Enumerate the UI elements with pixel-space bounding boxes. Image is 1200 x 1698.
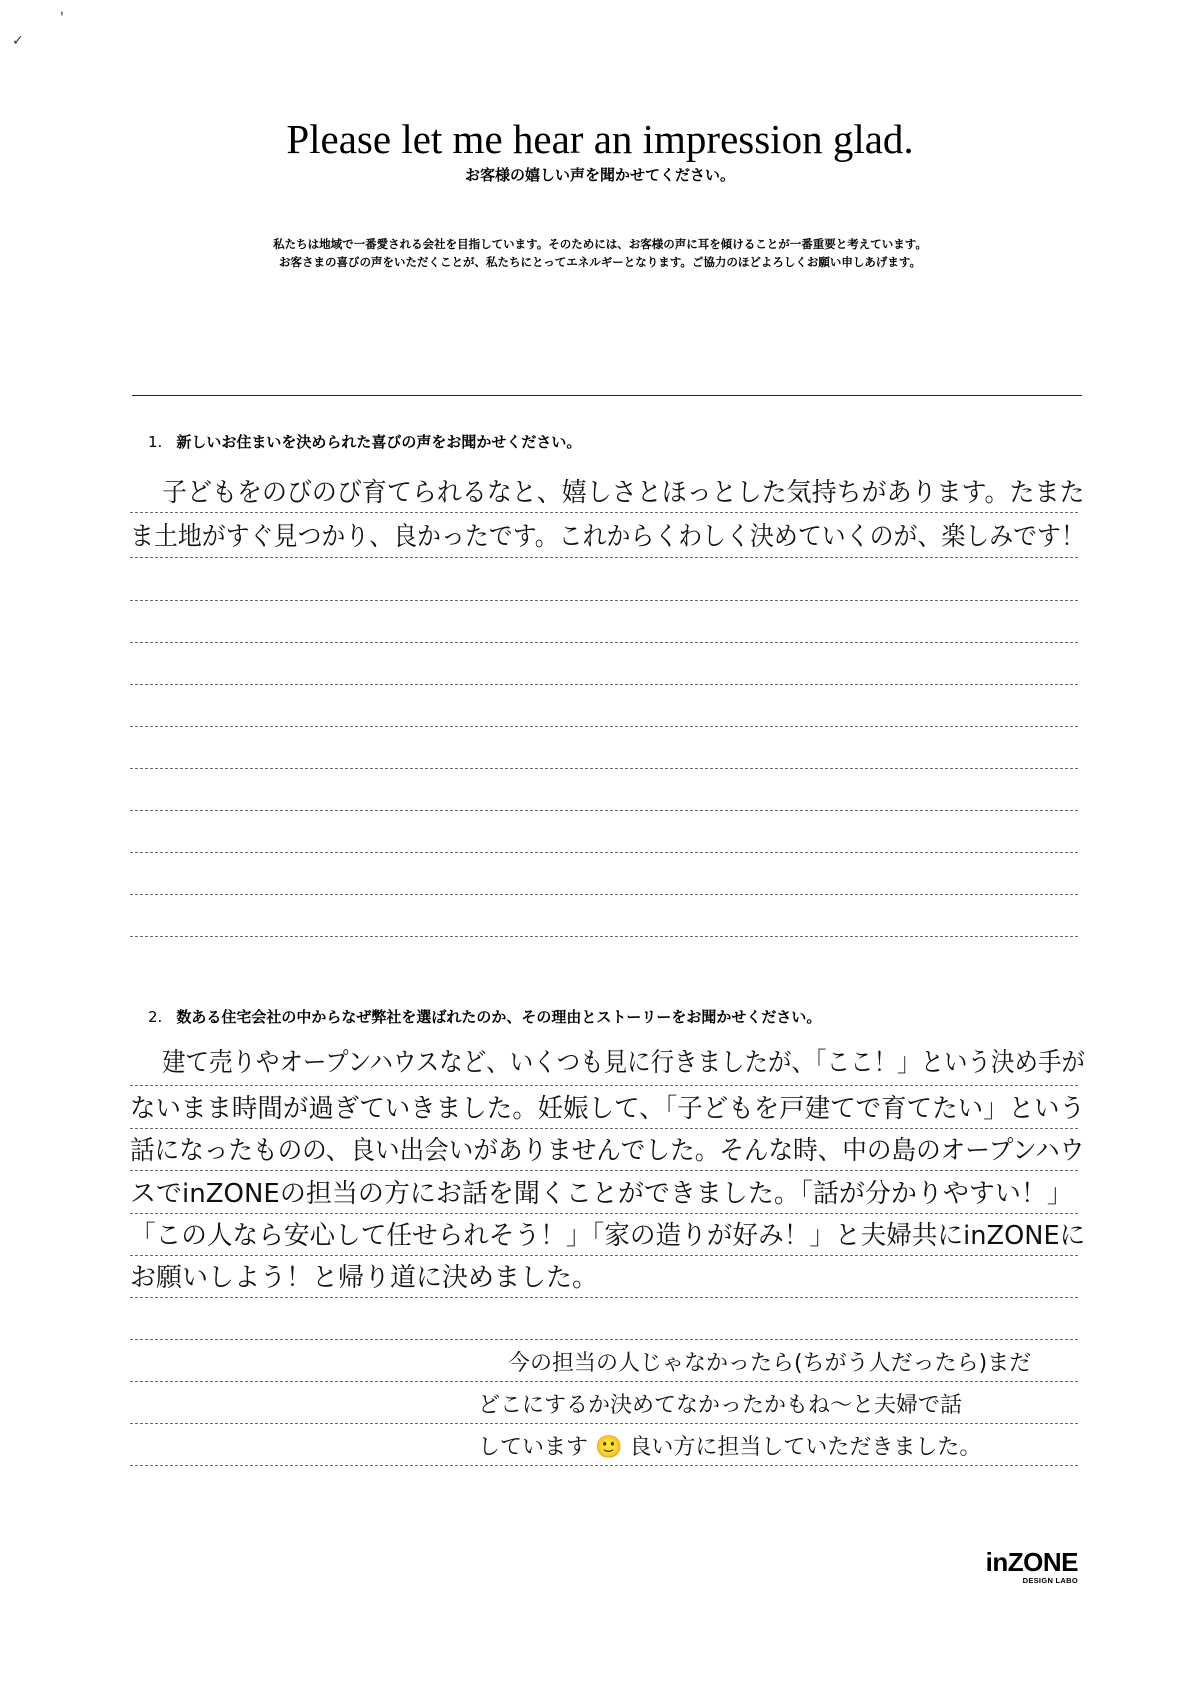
- logo-subtitle: DESIGN LABO: [1022, 1576, 1078, 1585]
- q2-answer-line-6: お願いしよう！と帰り道に決めました。: [130, 1263, 599, 1293]
- question-2-label: [148, 1007, 821, 1027]
- q2-writing-line: [130, 1423, 1078, 1424]
- q2-writing-line: [130, 1213, 1078, 1214]
- q2-note-line-2: どこにするか決めてなかったかもね～と夫婦で話: [478, 1393, 963, 1418]
- q1-writing-line: [130, 936, 1078, 937]
- question-1-number: 1.: [148, 433, 163, 451]
- q2-writing-line: [130, 1297, 1078, 1298]
- inzone-logo: [968, 1548, 1078, 1585]
- page-subtitle: お客様の嬉しい声を聞かせてください。: [464, 166, 735, 184]
- q1-writing-line: [130, 512, 1078, 513]
- q2-writing-line: [130, 1170, 1078, 1171]
- question-1-label: [148, 432, 581, 452]
- q1-writing-line: [130, 642, 1078, 643]
- q2-answer-line-2: ないまま時間が過ぎていきました。妊娠して、「子どもを戸建てで育てたい」という: [130, 1094, 1085, 1124]
- question-2-number: 2.: [148, 1008, 163, 1026]
- q2-answer-line-3: 話になったものの、良い出会いがありませんでした。そんな時、中の島のオープンハウ: [130, 1136, 1085, 1166]
- intro-line-1: 私たちは地域で一番愛される会社を目指しています。そのためには、お客様の声に耳を傾けることが一番重要と考えています。: [273, 237, 927, 251]
- q2-answer-line-4: スでinZONEの担当の方にお話を聞くことができました。「話が分かりやすい！」: [130, 1179, 1073, 1209]
- q2-writing-line: [130, 1339, 1078, 1340]
- q2-note-line-3: しています 🙂 良い方に担当していただきました。: [478, 1435, 982, 1460]
- q1-writing-line: [130, 768, 1078, 769]
- stray-mark: ': [60, 10, 64, 26]
- check-mark: ✓: [12, 33, 24, 49]
- question-1-text: 新しいお住まいを決められた喜びの声をお聞かせください。: [176, 433, 582, 451]
- q1-writing-line: [130, 684, 1078, 685]
- q1-writing-line: [130, 726, 1078, 727]
- q2-writing-line: [130, 1085, 1078, 1086]
- intro-line-2: お客さまの喜びの声をいただくことが、私たちにとってエネルギーとなります。ご協力のほどよろしくお願い申しあげます。: [279, 255, 921, 269]
- q2-answer-line-5: 「この人なら安心して任せられそう！」「家の造りが好み！」と夫婦共にinZONEに: [130, 1221, 1086, 1251]
- q1-answer-line-2: ま土地がすぐ見つかり、良かったです。これからくわしく決めていくのが、楽しみです！: [130, 522, 1085, 552]
- q2-writing-line: [130, 1465, 1078, 1466]
- q2-writing-line: [130, 1381, 1078, 1382]
- page-title: Please let me hear an impression glad.: [286, 116, 914, 162]
- q2-note-line-1: 今の担当の人じゃなかったら(ちがう人だったら)まだ: [508, 1351, 1032, 1376]
- q1-writing-line: [130, 852, 1078, 853]
- question-2-text: 数ある住宅会社の中からなぜ弊社を選ばれたのか、その理由とストーリーをお聞かせください。: [176, 1008, 822, 1026]
- q2-writing-line: [130, 1255, 1078, 1256]
- q2-answer-line-1: 建て売りやオープンハウスなど、いくつも見に行きましたが、「ここ！」という決め手が: [162, 1048, 1085, 1078]
- q2-writing-line: [130, 1128, 1078, 1129]
- q1-writing-line: [130, 894, 1078, 895]
- q1-writing-line: [130, 810, 1078, 811]
- q1-answer-line-1: 子どもをのびのび育てられるなと、嬉しさとほっとした気持ちがあります。たまた: [162, 478, 1085, 508]
- section-divider: [132, 395, 1082, 396]
- q1-writing-line: [130, 600, 1078, 601]
- q1-writing-line: [130, 557, 1078, 558]
- logo-wordmark: inZONE: [985, 1547, 1078, 1577]
